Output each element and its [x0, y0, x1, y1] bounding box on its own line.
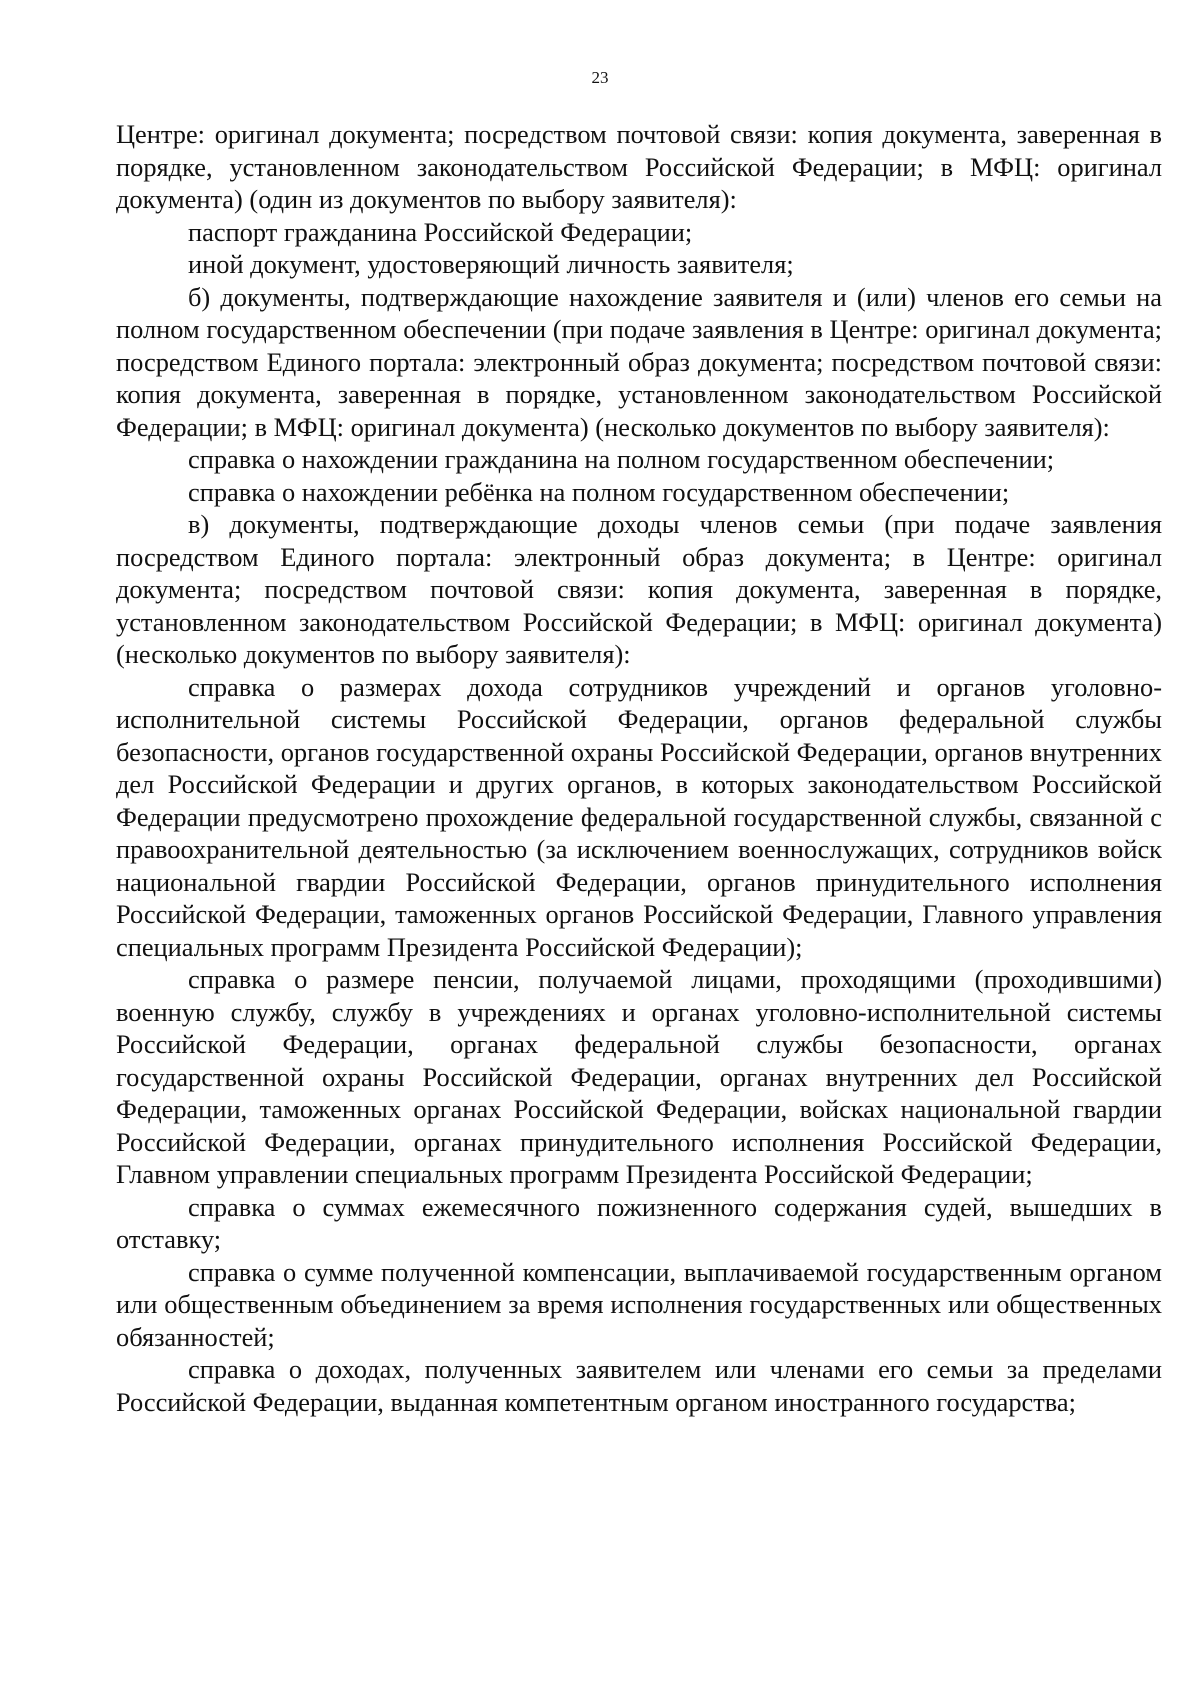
paragraph: в) документы, подтверждающие доходы членов семьи (при подаче заявления посредством Единого портала: электронный образ документа; в Центре: оригинал документа; посредством почтовой связи: копия документа, заверенная в порядке, установленном законодательством Российской Федерации; в МФЦ: оригинал документа) (несколько документов по выбору заявителя): [116, 509, 1162, 669]
list-item: справка о суммах ежемесячного пожизненного содержания судей, вышедших в отставку; [116, 1191, 1162, 1254]
list-item: иной документ, удостоверяющий личность заявителя; [188, 249, 794, 279]
list-item: паспорт гражданина Российской Федерации; [188, 216, 693, 247]
list-item: справка о нахождении гражданина на полном государственном обеспечении; [188, 444, 1055, 474]
list-item: справка о размере пенсии, получаемой лицами, проходящими (проходившими) военную службу, службу в учреждениях и органах уголовно-исполнительной системы Российской Федерации, органах федеральной службы безопасности, органах государственной охраны Российской Федерации, органах внутренних дел Российской Федерации, таможенных органах Российской Федерации, войсках национальной гвардии Российской Федерации, органах принудительного исполнения Российской Федерации, Главном управлении специальных программ Президента Российской Федерации; [116, 964, 1162, 1189]
list-item: справка о сумме полученной компенсации, выплачиваемой государственным органом или общественным объединением за время исполнения государственных или общественных обязанностей; [116, 1256, 1162, 1352]
page-number: 23 [591, 68, 609, 87]
list-item: справка о нахождении ребёнка на полном государственном обеспечении; [188, 476, 1010, 507]
paragraph: б) документы, подтверждающие нахождение заявителя и (или) членов его семьи на полном государственном обеспечении (при подаче заявления в Центре: оригинал документа; посредством Единого портала: электронный образ документа; посредством почтовой связи: копия документа, заверенная в порядке, установленном законодательством Российской Федерации; в МФЦ: оригинал документа) (несколько документов по выбору заявителя): [116, 281, 1162, 442]
list-item: справка о размерах дохода сотрудников учреждений и органов уголовно-исполнительной системы Российской Федерации, органов федеральной службы безопасности, органов государственной охраны Российской Федерации, органов внутренних дел Российской Федерации и других органов, в которых законодательством Российской Федерации предусмотрено прохождение федеральной государственной службы, связанной с правоохранительной деятельностью (за исключением военнослужащих, сотрудников войск национальной гвардии Российской Федерации, органов принудительного исполнения Российской Федерации, таможенных органов Российской Федерации, Главного управления специальных программ Президента Российской Федерации); [116, 671, 1162, 962]
list-item: справка о доходах, полученных заявителем или членами его семьи за пределами Российской Федерации, выданная компетентным органом иностранного государства; [116, 1354, 1162, 1417]
document-body [116, 118, 1162, 1418]
paragraph: Центре: оригинал документа; посредством почтовой связи: копия документа, заверенная в порядке, установленном законодательством Российской Федерации; в МФЦ: оригинал документа) (один из документов по выбору заявителя): [116, 119, 1162, 214]
